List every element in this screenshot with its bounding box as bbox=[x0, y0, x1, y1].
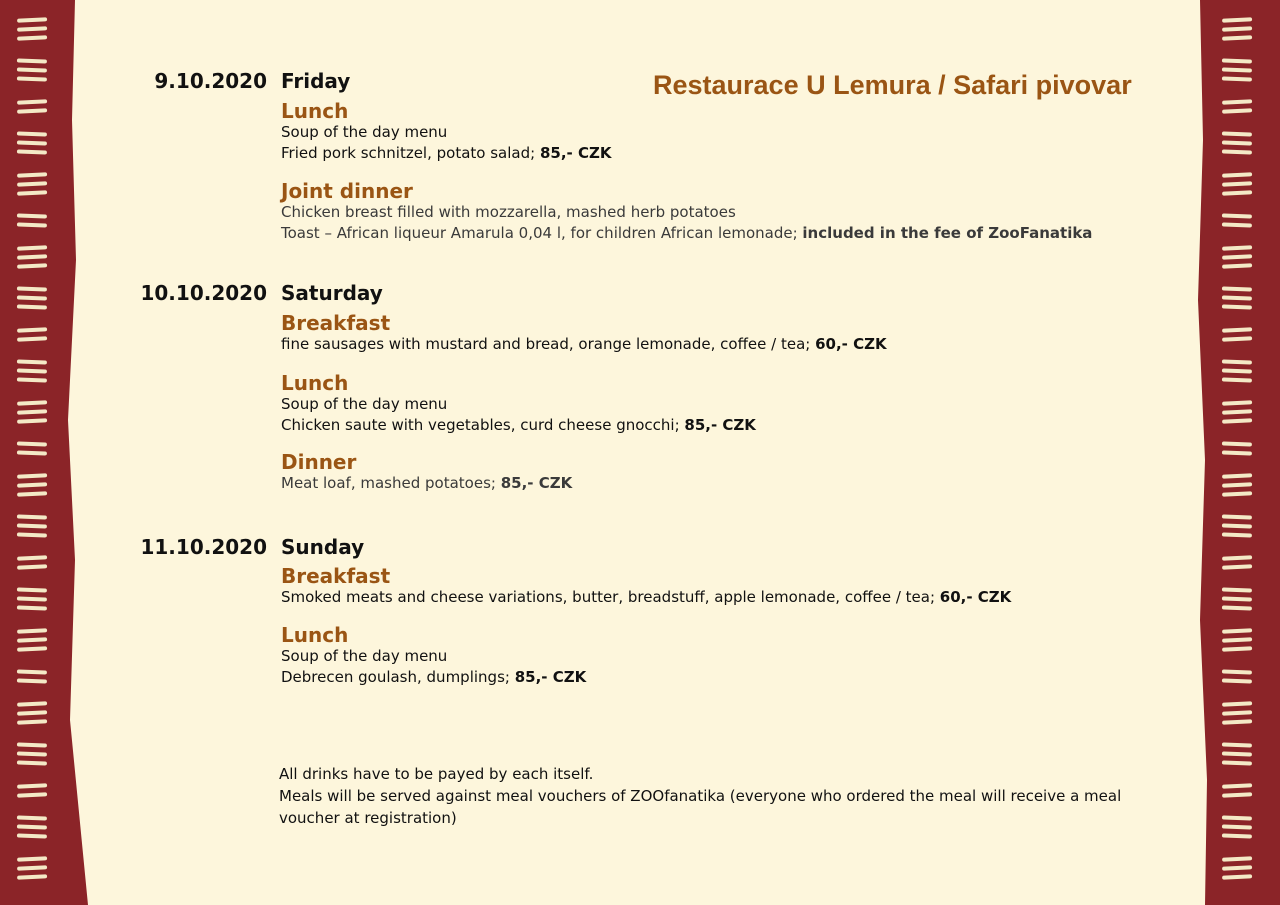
meal-price: 85,- CZK bbox=[500, 474, 573, 492]
meal-title: Breakfast bbox=[281, 311, 391, 335]
tribal-mark bbox=[1222, 856, 1252, 880]
day-date: 9.10.2020 bbox=[154, 69, 267, 93]
right-decorative-border bbox=[1195, 0, 1280, 905]
tribal-mark bbox=[1222, 742, 1252, 765]
meal-line: Chicken saute with vegetables, curd cheese gnocchi; 85,- CZK bbox=[281, 416, 756, 434]
meal-price: 85,- CZK bbox=[539, 144, 612, 162]
meal-title: Lunch bbox=[281, 623, 349, 647]
meal-line: Smoked meats and cheese variations, butter, breadstuff, apple lemonade, coffee / tea; 60,- CZK bbox=[281, 588, 1012, 606]
tribal-mark bbox=[1222, 359, 1252, 382]
tribal-mark bbox=[17, 172, 47, 196]
meal-title: Breakfast bbox=[281, 564, 391, 588]
meal-price: 85,- CZK bbox=[514, 668, 587, 686]
tribal-mark bbox=[17, 701, 47, 725]
restaurant-title: Restaurace U Lemura / Safari pivovar bbox=[653, 70, 1132, 100]
tribal-mark bbox=[17, 473, 47, 497]
meal-title: Dinner bbox=[281, 450, 357, 474]
meal-block bbox=[281, 565, 1011, 608]
tribal-mark bbox=[17, 856, 47, 880]
meal-price: 85,- CZK bbox=[684, 416, 756, 434]
day-name: Sunday bbox=[281, 535, 365, 559]
meal-line: Soup of the day menu bbox=[281, 123, 448, 141]
footer-notes bbox=[279, 763, 1139, 829]
tribal-mark bbox=[17, 400, 47, 424]
tribal-mark bbox=[1222, 628, 1252, 652]
tribal-mark bbox=[1222, 58, 1252, 81]
day-date: 11.10.2020 bbox=[140, 535, 267, 559]
footer-note: All drinks have to be payed by each itself. bbox=[279, 765, 594, 783]
meal-block bbox=[281, 451, 572, 494]
tribal-mark bbox=[17, 17, 47, 41]
meal-block bbox=[281, 180, 1092, 244]
tribal-mark bbox=[1222, 17, 1252, 41]
tribal-mark bbox=[17, 628, 47, 652]
tribal-mark bbox=[17, 514, 47, 537]
tribal-mark bbox=[1222, 245, 1252, 269]
meal-block bbox=[281, 312, 887, 355]
meal-line: Debrecen goulash, dumplings; 85,- CZK bbox=[281, 668, 587, 686]
tribal-mark bbox=[17, 742, 47, 765]
meal-price: 60,- CZK bbox=[939, 588, 1012, 606]
meal-line: Toast – African liqueur Amarula 0,04 l, for children African lemonade; included in the fee of ZooFanatika bbox=[281, 224, 1093, 242]
tribal-mark bbox=[17, 587, 47, 610]
meal-line: Meat loaf, mashed potatoes; 85,- CZK bbox=[281, 474, 573, 492]
tribal-mark bbox=[1222, 286, 1252, 309]
meal-title: Joint dinner bbox=[281, 179, 413, 203]
tribal-mark bbox=[17, 286, 47, 309]
tribal-mark bbox=[17, 58, 47, 81]
tribal-mark bbox=[1222, 701, 1252, 725]
meal-price: included in the fee of ZooFanatika bbox=[802, 224, 1093, 242]
tribal-mark bbox=[1222, 514, 1252, 537]
meal-line: Soup of the day menu bbox=[281, 647, 448, 665]
tribal-mark bbox=[17, 815, 47, 838]
meal-line: Fried pork schnitzel, potato salad; 85,- CZK bbox=[281, 144, 612, 162]
meal-price: 60,- CZK bbox=[815, 335, 887, 353]
day-name: Saturday bbox=[281, 281, 383, 305]
meal-title: Lunch bbox=[281, 99, 349, 123]
tribal-mark bbox=[1222, 473, 1252, 497]
tribal-mark bbox=[1222, 400, 1252, 424]
tribal-mark bbox=[1222, 815, 1252, 838]
tribal-mark bbox=[1222, 131, 1252, 154]
meal-line: fine sausages with mustard and bread, orange lemonade, coffee / tea; 60,- CZK bbox=[281, 335, 887, 353]
meal-block bbox=[281, 100, 611, 164]
footer-note: Meals will be served against meal vouchers of ZOOfanatika (everyone who ordered the meal will receive a meal voucher at registration) bbox=[279, 787, 1122, 827]
tribal-mark bbox=[1222, 587, 1252, 610]
left-decorative-border bbox=[0, 0, 90, 905]
meal-block bbox=[281, 372, 756, 436]
day-name: Friday bbox=[281, 69, 351, 93]
meal-block bbox=[281, 624, 586, 688]
meal-title: Lunch bbox=[281, 371, 349, 395]
tribal-mark bbox=[1222, 172, 1252, 196]
tribal-mark bbox=[17, 245, 47, 269]
tribal-mark bbox=[17, 131, 47, 154]
day-date: 10.10.2020 bbox=[140, 281, 267, 305]
meal-line: Soup of the day menu bbox=[281, 395, 448, 413]
tribal-mark bbox=[17, 359, 47, 382]
meal-line: Chicken breast filled with mozzarella, mashed herb potatoes bbox=[281, 203, 736, 221]
